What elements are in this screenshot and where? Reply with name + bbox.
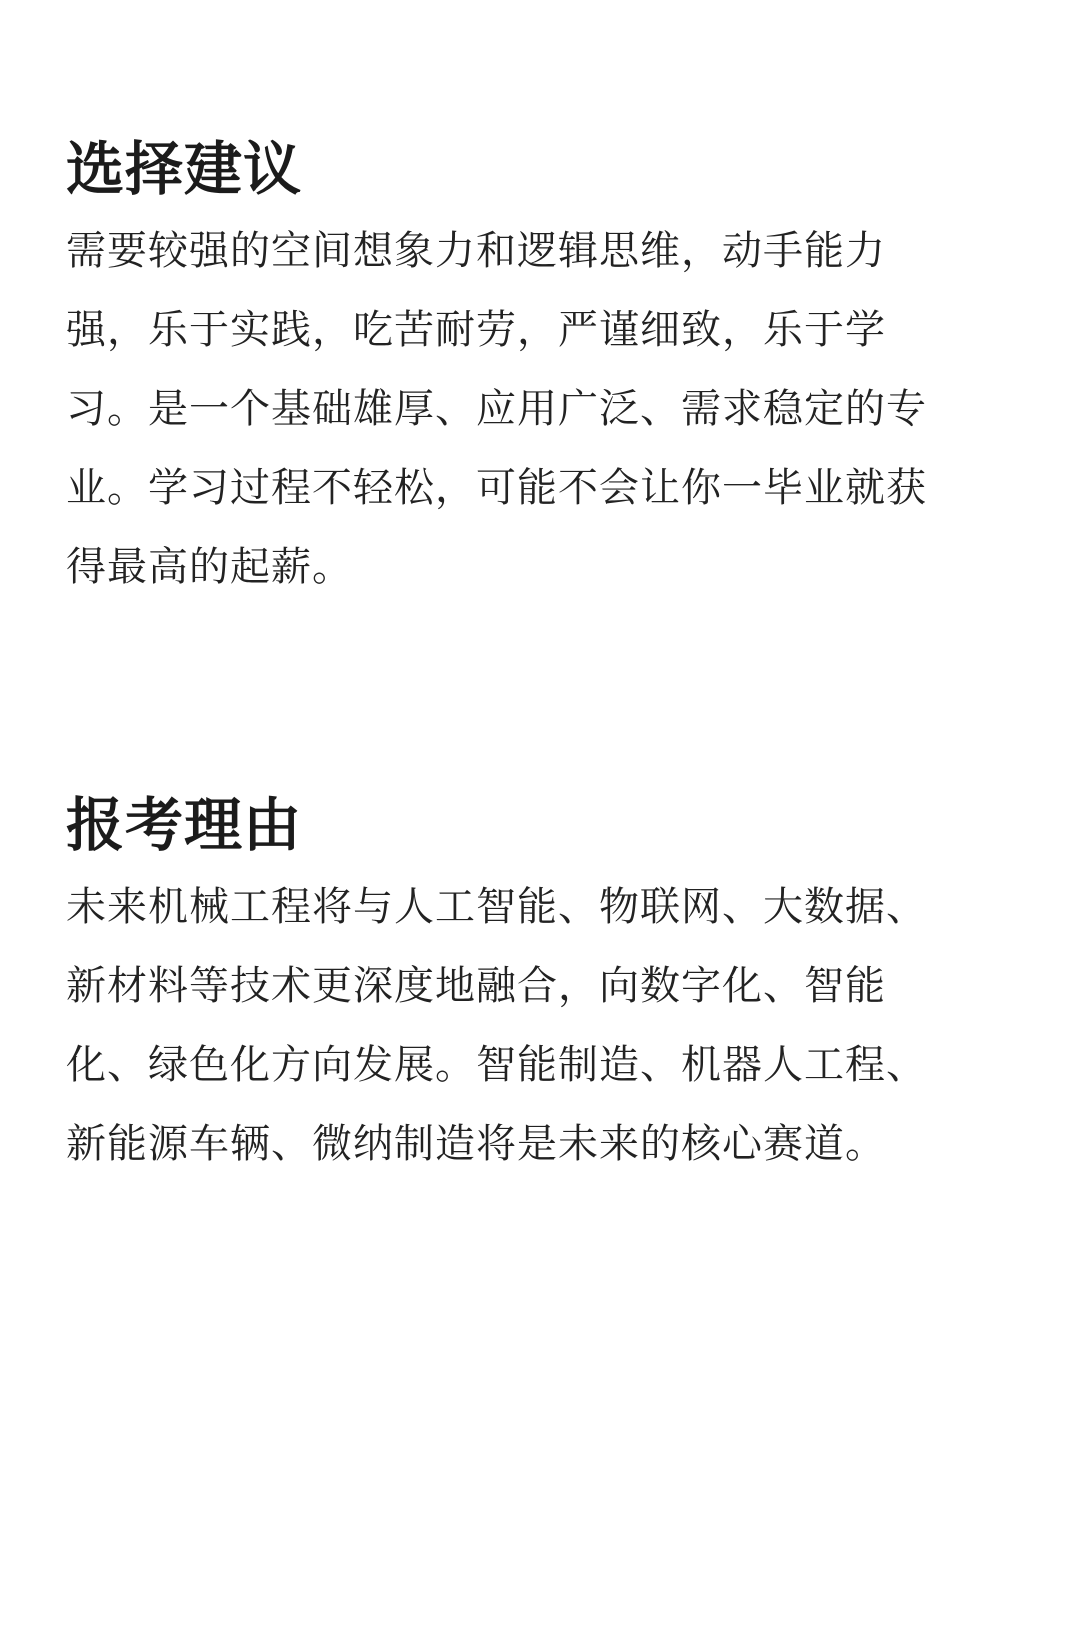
application-reason-paragraph (66, 868, 986, 1184)
paragraph-line: 新材料等技术更深度地融合，向数字化、智能 (66, 963, 886, 1009)
section-heading-selection-advice: 选择建议 (66, 135, 303, 203)
paragraph-line: 化、绿色化方向发展。智能制造、机器人工程、 (66, 1042, 927, 1088)
paragraph-line: 业。学习过程不轻松，可能不会让你一毕业就获 (66, 465, 927, 511)
paragraph-line: 习。是一个基础雄厚、应用广泛、需求稳定的专 (66, 386, 927, 432)
paragraph-line: 得最高的起薪。 (66, 544, 353, 590)
paragraph-line: 新能源车辆、微纳制造将是未来的核心赛道。 (66, 1121, 886, 1167)
paragraph-line: 未来机械工程将与人工智能、物联网、大数据、 (66, 884, 927, 930)
section-heading-application-reason: 报考理由 (66, 791, 303, 859)
selection-advice-section (66, 132, 986, 607)
application-reason-section (66, 788, 986, 1184)
selection-advice-paragraph (66, 212, 986, 607)
paragraph-line: 需要较强的空间想象力和逻辑思维，动手能力 (66, 228, 886, 274)
paragraph-line: 强，乐于实践，吃苦耐劳，严谨细致，乐于学 (66, 307, 886, 353)
